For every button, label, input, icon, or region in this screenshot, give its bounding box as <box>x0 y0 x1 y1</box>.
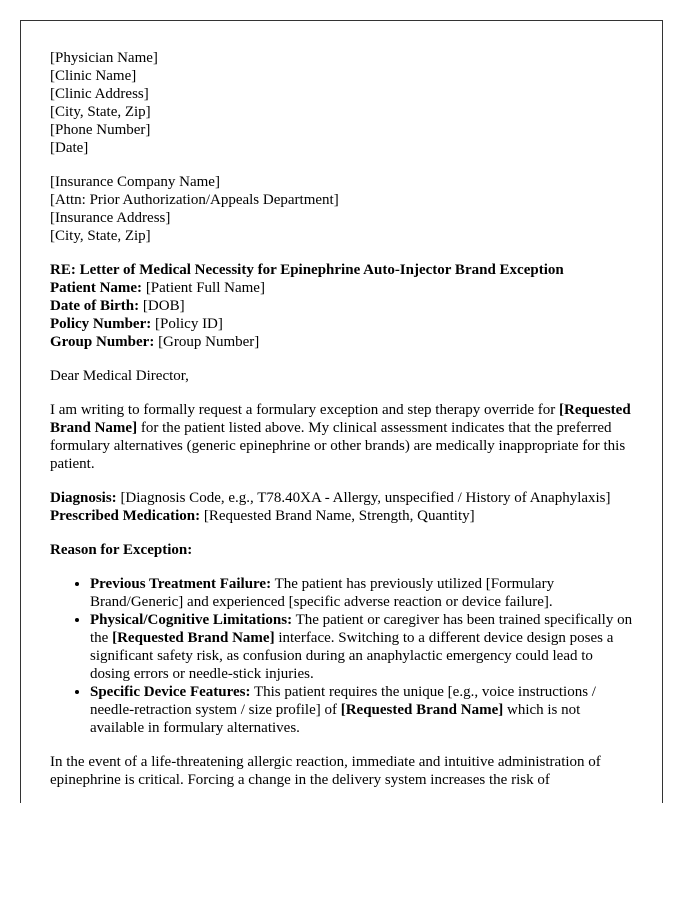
recipient-address <box>50 173 633 245</box>
reason-heading: Reason for Exception: <box>50 542 193 558</box>
reference-block <box>50 261 633 351</box>
list-item: • Specific Device Features: This patient requires the unique [e.g., voice instructions / needle-retraction system / size profile] of [Requested Brand Name] which is not available in formulary alternatives. <box>90 683 633 737</box>
sender-line: [Physician Name] <box>50 50 158 66</box>
clinical-info <box>50 489 633 525</box>
recipient-line: [Attn: Prior Authorization/Appeals Department] <box>50 192 339 208</box>
recipient-line: [Insurance Company Name] <box>50 174 220 190</box>
sender-address <box>50 49 633 157</box>
policy-number: Policy Number: [Policy ID] <box>50 316 223 332</box>
list-item: • Physical/Cognitive Limitations: The patient or caregiver has been trained specifically on the [Requested Brand Name] interface. Switching to a different device design poses a significant safety risk, as confusion during an anaphylactic emergency could lead to dosing errors or needle-stick injuries. <box>90 611 633 683</box>
list-item: • Previous Treatment Failure: The patient has previously utilized [Formulary Brand/Generic] and experienced [specific adverse reaction or device failure]. <box>90 575 633 611</box>
intro-paragraph: I am writing to formally request a formulary exception and step therapy override for [Requested Brand Name] for the patient listed above. My clinical assessment indicates that the preferred formulary alternatives (generic epinephrine or other brands) are medically inappropriate for this patient. <box>50 402 631 472</box>
sender-line: [City, State, Zip] <box>50 104 151 120</box>
group-number: Group Number: [Group Number] <box>50 334 260 350</box>
sender-line: [Phone Number] <box>50 122 151 138</box>
salutation: Dear Medical Director, <box>50 368 189 384</box>
diagnosis: Diagnosis: [Diagnosis Code, e.g., T78.40XA - Allergy, unspecified / History of Anaphylaxis] <box>50 490 611 506</box>
letter-page <box>20 20 663 803</box>
sender-line: [Date] <box>50 140 89 156</box>
recipient-line: [Insurance Address] <box>50 210 171 226</box>
reason-list <box>50 575 633 737</box>
date-of-birth: Date of Birth: [DOB] <box>50 298 185 314</box>
sender-line: [Clinic Address] <box>50 86 149 102</box>
prescribed-medication: Prescribed Medication: [Requested Brand Name, Strength, Quantity] <box>50 508 475 524</box>
sender-line: [Clinic Name] <box>50 68 137 84</box>
subject-line: RE: Letter of Medical Necessity for Epinephrine Auto-Injector Brand Exception <box>50 262 564 278</box>
recipient-line: [City, State, Zip] <box>50 228 151 244</box>
closing-paragraph: In the event of a life-threatening allergic reaction, immediate and intuitive administration of epinephrine is critical. Forcing a change in the delivery system increases the risk of <box>50 754 601 788</box>
patient-name: Patient Name: [Patient Full Name] <box>50 280 265 296</box>
